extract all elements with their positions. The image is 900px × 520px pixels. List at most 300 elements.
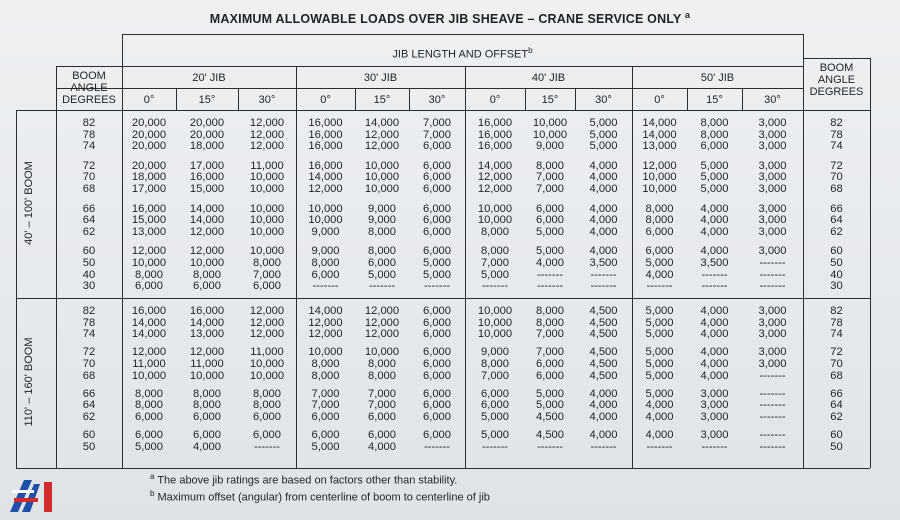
load-value: 4,000 — [645, 410, 674, 423]
boom-angle-value: 78 — [82, 316, 96, 329]
load-value: 8,000 — [368, 225, 396, 238]
load-value: 5,000 — [700, 183, 729, 195]
boom-angle-header-right: ANGLE — [817, 74, 856, 86]
load-value: 4,500 — [536, 410, 564, 423]
load-value: 5,000 — [423, 268, 451, 281]
load-value: 4,000 — [589, 183, 618, 195]
load-value: 5,000 — [589, 117, 618, 129]
load-value: 10,000 — [249, 214, 285, 227]
load-value: 3,000 — [700, 387, 729, 400]
load-value: 16,000 — [477, 117, 513, 129]
load-value: 16,000 — [308, 159, 343, 172]
load-value: 6,000 — [423, 245, 451, 258]
boom-angle-value: 70 — [82, 171, 96, 184]
load-value: 16,000 — [131, 202, 167, 215]
load-value: 10,000 — [308, 202, 343, 215]
load-value: 10,000 — [477, 202, 513, 215]
load-value: 4,500 — [589, 369, 618, 382]
load-value: 7,000 — [311, 399, 340, 412]
load-value: 6,000 — [423, 369, 451, 382]
load-value: ------- — [536, 268, 564, 281]
load-value: 6,000 — [423, 202, 451, 215]
offset-label: 15° — [198, 94, 216, 106]
load-value: 4,500 — [589, 328, 618, 341]
load-value: 7,000 — [481, 257, 509, 269]
load-value: 12,000 — [364, 140, 400, 153]
load-value: 10,000 — [249, 369, 285, 382]
boom-angle-value: 62 — [82, 410, 96, 423]
right-angle-border — [870, 58, 871, 468]
load-value: 12,000 — [131, 346, 167, 359]
load-value: 14,000 — [131, 328, 167, 341]
load-value: 14,000 — [364, 117, 400, 129]
load-value: 10,000 — [249, 183, 285, 195]
load-value: 6,000 — [536, 369, 564, 382]
load-value: ------- — [759, 268, 786, 281]
offset-label: 0° — [143, 94, 155, 106]
load-value: 4,000 — [589, 245, 618, 258]
load-value: ------- — [590, 268, 617, 281]
load-value: 3,000 — [700, 399, 729, 412]
load-value: 12,000 — [477, 183, 513, 195]
load-value: 5,000 — [481, 410, 509, 423]
load-value: 5,000 — [645, 305, 674, 317]
load-value: 7,000 — [536, 346, 564, 359]
load-value: 6,000 — [423, 225, 451, 238]
load-value: 6,000 — [423, 346, 451, 359]
load-value: 18,000 — [131, 171, 167, 184]
load-value: 12,000 — [249, 128, 285, 141]
load-value: 11,000 — [132, 357, 166, 370]
load-value: 5,000 — [645, 357, 674, 370]
load-value: 8,000 — [368, 245, 396, 258]
load-value: ------- — [759, 257, 786, 269]
load-value: ------- — [312, 280, 339, 293]
load-value: 4,000 — [589, 399, 618, 412]
load-value: 4,000 — [589, 225, 618, 238]
load-value: 6,000 — [193, 280, 221, 293]
load-value: 5,000 — [645, 387, 674, 400]
footnote-a — [150, 472, 457, 487]
load-value: 3,000 — [700, 428, 729, 441]
load-value: 8,000 — [645, 214, 674, 227]
load-value: 5,000 — [700, 171, 729, 184]
load-value: 8,000 — [253, 387, 281, 400]
jib-length-header — [122, 46, 803, 61]
load-value: 8,000 — [311, 257, 340, 269]
boom-angle-value: 82 — [82, 117, 96, 129]
load-value: 5,000 — [423, 257, 451, 269]
load-value: 6,000 — [645, 245, 674, 258]
load-value: 6,000 — [423, 410, 451, 423]
load-value: 12,000 — [249, 140, 285, 153]
load-value: 10,000 — [308, 346, 343, 359]
load-value: 4,000 — [589, 428, 618, 441]
load-value: 11,000 — [190, 357, 224, 370]
load-value: 6,000 — [645, 225, 674, 238]
boom-angle-value: 74 — [82, 140, 96, 153]
boom-angle-value: 60 — [82, 245, 96, 258]
load-value: 5,000 — [589, 128, 618, 141]
load-value: 10,000 — [642, 183, 677, 195]
load-value: 6,000 — [536, 357, 564, 370]
load-value: 12,000 — [642, 159, 677, 172]
load-value: 4,000 — [589, 214, 618, 227]
load-value: ------- — [646, 280, 673, 293]
load-value: ------- — [646, 440, 673, 453]
load-value: 7,000 — [536, 328, 564, 341]
boom-angle-value-right: 64 — [830, 399, 843, 412]
load-value: 4,000 — [589, 410, 618, 423]
load-value: 18,000 — [189, 140, 225, 153]
load-value: 4,000 — [700, 245, 729, 258]
load-value: 13,000 — [642, 140, 677, 153]
jib-label-1: 20' JIB — [192, 72, 226, 84]
load-value: 12,000 — [308, 183, 343, 195]
load-value: 16,000 — [308, 140, 343, 153]
load-value: 8,000 — [135, 268, 163, 281]
load-value: 9,000 — [481, 346, 509, 359]
load-value: 6,000 — [253, 410, 281, 423]
load-value: 4,000 — [700, 328, 729, 341]
load-value: 17,000 — [131, 183, 167, 195]
jib-label-3: 40' JIB — [531, 72, 566, 84]
load-value: 10,000 — [131, 257, 167, 269]
load-value: 4,000 — [645, 268, 674, 281]
load-value: 6,000 — [368, 257, 396, 269]
load-value: ------- — [253, 440, 281, 453]
load-value: 3,000 — [758, 245, 787, 258]
load-value: 6,000 — [135, 428, 163, 441]
load-value: 10,000 — [532, 128, 568, 141]
load-value: 8,000 — [481, 357, 509, 370]
load-value: 5,000 — [589, 140, 618, 153]
load-value: 8,000 — [193, 399, 221, 412]
load-value: 5,000 — [645, 316, 674, 329]
load-value: 6,000 — [700, 140, 729, 153]
load-value: 15,000 — [189, 183, 225, 195]
load-value: 10,000 — [477, 214, 513, 227]
load-value: 4,000 — [368, 440, 396, 453]
load-value: 6,000 — [423, 399, 451, 412]
load-value: 10,000 — [131, 369, 167, 382]
load-value: 6,000 — [536, 214, 564, 227]
jib-label-4: 50' JIB — [700, 72, 735, 84]
offset-label: 30° — [428, 94, 446, 106]
boom-angle-value: 50 — [82, 440, 96, 453]
load-value: 4,000 — [700, 225, 729, 238]
load-value: 4,000 — [645, 399, 674, 412]
load-value: 4,000 — [193, 440, 221, 453]
load-value: ------- — [759, 369, 786, 382]
title-footnote-mark: a — [685, 10, 691, 20]
load-value: 6,000 — [423, 428, 451, 441]
boom-angle-value: 68 — [82, 369, 96, 382]
jib-header-text: JIB LENGTH AND OFFSET — [392, 48, 529, 61]
load-value: 12,000 — [364, 316, 400, 329]
boom-angle-value-right: 60 — [830, 245, 843, 258]
load-value: ------- — [759, 428, 786, 441]
load-value: 8,000 — [193, 268, 221, 281]
load-value: 10,000 — [364, 159, 400, 172]
boom-angle-header-left: BOOM — [72, 70, 106, 82]
load-value: 12,000 — [477, 171, 513, 184]
load-value: 20,000 — [131, 159, 167, 172]
load-value: 4,000 — [589, 387, 618, 400]
load-value: 3,000 — [758, 140, 787, 153]
load-value: 8,000 — [536, 305, 564, 317]
load-value: 6,000 — [423, 357, 451, 370]
boom-angle-value-right: 72 — [830, 159, 843, 172]
load-value: 8,000 — [135, 399, 163, 412]
load-value: 3,000 — [758, 171, 787, 184]
load-value: 10,000 — [532, 117, 568, 129]
offset-label: 15° — [373, 94, 391, 106]
load-value: 10,000 — [249, 202, 285, 215]
jib-header-top-border — [122, 34, 803, 35]
load-value: 3,000 — [758, 346, 787, 359]
load-value: 8,000 — [536, 316, 564, 329]
boom-angle-value-right: 70 — [830, 357, 843, 370]
load-value: 10,000 — [249, 171, 285, 184]
load-value: 4,000 — [536, 257, 564, 269]
load-value: 10,000 — [189, 257, 225, 269]
boom-angle-value: 64 — [82, 214, 96, 227]
load-value: 12,000 — [364, 328, 400, 341]
load-value: 4,000 — [700, 369, 729, 382]
load-value: 8,000 — [481, 245, 509, 258]
load-value: ------- — [759, 410, 786, 423]
load-value: 13,000 — [131, 225, 167, 238]
load-value: ------- — [759, 440, 786, 453]
load-value: 4,000 — [700, 214, 729, 227]
load-value: 10,000 — [249, 225, 285, 238]
load-value: 7,000 — [253, 268, 281, 281]
boom-range-label: 110' – 160' BOOM — [23, 337, 35, 427]
boom-angle-value: 40 — [82, 268, 96, 281]
load-value: 8,000 — [645, 202, 674, 215]
load-value: 6,000 — [311, 268, 340, 281]
load-value: 14,000 — [308, 171, 343, 184]
load-value: 7,000 — [423, 117, 451, 129]
load-value: 6,000 — [481, 387, 509, 400]
load-value: 8,000 — [311, 369, 340, 382]
load-value: 3,000 — [758, 357, 787, 370]
offset-row-border — [56, 88, 803, 89]
load-value: 14,000 — [131, 316, 167, 329]
load-value: ------- — [759, 387, 786, 400]
load-value: 9,000 — [311, 225, 340, 238]
load-value: 13,000 — [189, 328, 225, 341]
boom-angle-value-right: 74 — [830, 328, 843, 341]
boom-angle-value-right: 64 — [830, 214, 843, 227]
boom-angle-value-right: 70 — [830, 171, 843, 184]
load-value: 6,000 — [423, 140, 451, 153]
load-value: 16,000 — [477, 128, 513, 141]
load-value: 8,000 — [700, 117, 729, 129]
side-left-border — [16, 110, 17, 468]
load-value: 20,000 — [189, 117, 225, 129]
boom-angle-value: 82 — [82, 305, 96, 317]
load-value: 3,000 — [758, 214, 787, 227]
load-value: 6,000 — [311, 410, 340, 423]
load-value: 12,000 — [189, 225, 225, 238]
load-value: 6,000 — [253, 280, 281, 293]
load-value: 20,000 — [189, 128, 225, 141]
load-value: 7,000 — [481, 369, 509, 382]
load-value: 12,000 — [249, 316, 285, 329]
load-value: 12,000 — [249, 117, 285, 129]
load-value: ------- — [423, 280, 451, 293]
load-value: 4,500 — [536, 428, 564, 441]
boom-angle-value: 72 — [82, 159, 96, 172]
boom-range-label: 40' – 100' BOOM — [23, 161, 35, 245]
boom-angle-header-left: DEGREES — [62, 94, 116, 106]
boom-angle-header-right: BOOM — [819, 62, 854, 74]
boom-angle-value: 66 — [82, 387, 96, 400]
load-value: 3,000 — [758, 128, 787, 141]
load-value: 4,000 — [589, 171, 618, 184]
load-value: 6,000 — [253, 428, 281, 441]
offset-label: 15° — [541, 94, 559, 106]
boom-angle-value: 60 — [82, 428, 96, 441]
load-value: 8,000 — [193, 387, 221, 400]
load-value: 12,000 — [308, 328, 343, 341]
offset-label: 15° — [706, 94, 723, 106]
load-value: 5,000 — [645, 369, 674, 382]
boom-angle-value-right: 62 — [830, 410, 843, 423]
load-value: 4,000 — [700, 305, 729, 317]
load-value: ------- — [423, 440, 451, 453]
boom-angle-value: 72 — [82, 346, 96, 359]
load-value: 4,500 — [589, 357, 618, 370]
load-value: 7,000 — [536, 183, 564, 195]
load-value: 12,000 — [189, 346, 225, 359]
load-value: 3,500 — [589, 257, 618, 269]
load-value: 14,000 — [189, 202, 225, 215]
load-value: 6,000 — [311, 428, 340, 441]
load-value: 4,500 — [589, 305, 618, 317]
load-value: 11,000 — [250, 346, 284, 359]
load-value: 4,000 — [700, 346, 729, 359]
load-value: 5,000 — [700, 159, 729, 172]
load-value: 3,000 — [758, 117, 787, 129]
load-value: ------- — [368, 280, 396, 293]
load-value: 6,000 — [423, 159, 451, 172]
boom-angle-value: 30 — [82, 280, 96, 293]
load-value: 3,500 — [700, 257, 729, 269]
load-value: 3,000 — [758, 305, 787, 317]
boom-angle-value-right: 50 — [830, 257, 843, 269]
load-value: 14,000 — [642, 117, 677, 129]
boom-angle-value-right: 82 — [830, 117, 843, 129]
load-value: ------- — [590, 440, 617, 453]
load-value: 8,000 — [135, 387, 163, 400]
load-value: 9,000 — [536, 140, 564, 153]
section-top-border — [16, 110, 870, 111]
load-value: 6,000 — [135, 410, 163, 423]
load-value: 8,000 — [481, 225, 509, 238]
footnote-b-mark: b — [150, 489, 155, 498]
boom-angle-value: 64 — [82, 399, 96, 412]
load-value: 6,000 — [423, 305, 451, 317]
load-value: 6,000 — [193, 410, 221, 423]
load-value: 4,000 — [589, 202, 618, 215]
boom-angle-value-right: 74 — [830, 140, 843, 153]
load-value: 6,000 — [536, 202, 564, 215]
load-value: 11,000 — [250, 159, 284, 172]
load-value: 12,000 — [364, 128, 400, 141]
load-value: 5,000 — [536, 225, 564, 238]
load-value: 3,000 — [758, 316, 787, 329]
footnote-b — [150, 489, 490, 504]
offset-label: 0° — [489, 94, 501, 106]
load-value: 6,000 — [423, 316, 451, 329]
load-value: 9,000 — [368, 202, 396, 215]
load-value: 12,000 — [131, 245, 167, 258]
boom-angle-value-right: 68 — [830, 183, 843, 195]
load-value: 10,000 — [364, 171, 400, 184]
offset-label: 30° — [595, 94, 612, 106]
boom-angle-value: 50 — [82, 257, 96, 269]
load-value: 14,000 — [308, 305, 343, 317]
load-value: 16,000 — [308, 117, 343, 129]
load-value: 16,000 — [131, 305, 167, 317]
load-value: 16,000 — [189, 171, 225, 184]
offset-label: 30° — [258, 94, 276, 106]
load-value: 16,000 — [308, 128, 343, 141]
boom-angle-value-right: 68 — [830, 369, 843, 382]
load-value: 6,000 — [368, 410, 396, 423]
load-value: 3,000 — [758, 202, 787, 215]
load-value: 10,000 — [308, 214, 343, 227]
jib-row-border — [122, 66, 803, 67]
load-value: 10,000 — [477, 305, 513, 317]
load-value: 20,000 — [131, 117, 167, 129]
load-value: 10,000 — [364, 183, 400, 195]
boom-angle-value: 74 — [82, 328, 96, 341]
load-value: 10,000 — [189, 369, 225, 382]
load-value: 6,000 — [368, 428, 396, 441]
load-value: 3,000 — [758, 328, 787, 341]
load-value: 8,000 — [253, 257, 281, 269]
load-value: 15,000 — [131, 214, 167, 227]
load-value: 7,000 — [423, 128, 451, 141]
boom-angle-value-right: 30 — [830, 280, 843, 293]
load-value: 8,000 — [700, 128, 729, 141]
load-value: ------- — [481, 280, 509, 293]
load-value: 12,000 — [249, 328, 285, 341]
right-angle-top — [803, 58, 870, 59]
load-value: 4,500 — [589, 316, 618, 329]
load-value: 16,000 — [189, 305, 225, 317]
load-value: 4,500 — [589, 346, 618, 359]
load-value: ------- — [481, 440, 509, 453]
boom-angle-value-right: 78 — [830, 128, 843, 141]
load-value: 5,000 — [481, 428, 509, 441]
boom-angle-value-right: 82 — [830, 305, 843, 317]
left-angle-top — [56, 66, 122, 67]
load-value: 5,000 — [645, 257, 674, 269]
load-value: ------- — [536, 440, 564, 453]
load-value: 3,000 — [700, 410, 729, 423]
load-value: 12,000 — [249, 305, 285, 317]
boom-angle-value-right: 60 — [830, 428, 843, 441]
offset-label: 0° — [320, 94, 331, 106]
boom-angle-value-right: 72 — [830, 346, 843, 359]
load-value: ------- — [701, 440, 728, 453]
load-value: 4,000 — [700, 202, 729, 215]
